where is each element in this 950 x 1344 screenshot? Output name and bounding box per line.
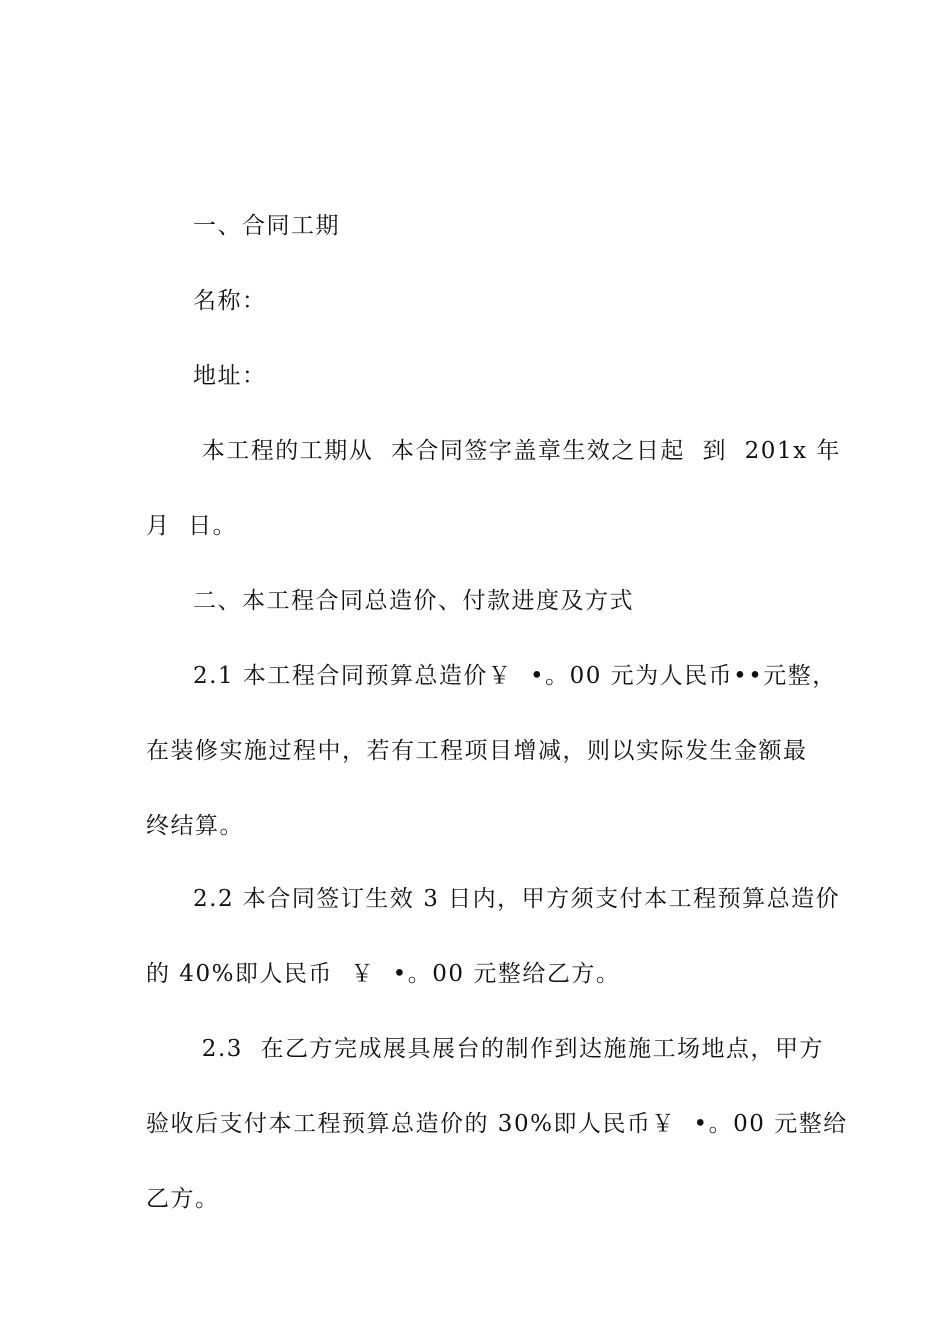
period-line-1: 本工程的工期从 本合同签字盖章生效之日起 到 201x 年 xyxy=(193,438,841,464)
name-label: 名称： xyxy=(193,288,267,314)
clause-2-3-line-2: 验收后支付本工程预算总造价的 30%即人民币￥ •。00 元整给 xyxy=(146,1111,848,1137)
clause-2-3-line-1: 2.3 在乙方完成展具展台的制作到达施施工场地点，甲方 xyxy=(193,1036,825,1062)
clause-2-1-line-1: 2.1 本工程合同预算总造价￥ •。00 元为人民币••元整， xyxy=(193,663,837,689)
clause-2-2-line-2: 的 40%即人民币 ￥ •。00 元整给乙方。 xyxy=(146,961,621,987)
clause-2-3-line-3: 乙方。 xyxy=(146,1186,220,1212)
section2-heading: 二、本工程合同总造价、付款进度及方式 xyxy=(193,588,634,614)
address-label: 地址： xyxy=(193,363,267,389)
clause-2-1-line-2: 在装修实施过程中，若有工程项目增减，则以实际发生金额最 xyxy=(146,738,808,764)
period-line-2: 月 日。 xyxy=(146,513,238,539)
section1-heading: 一、合同工期 xyxy=(193,213,340,239)
clause-2-2-line-1: 2.2 本合同签订生效 3 日内，甲方须支付本工程预算总造价 xyxy=(193,886,841,912)
clause-2-1-line-3: 终结算。 xyxy=(146,813,244,839)
